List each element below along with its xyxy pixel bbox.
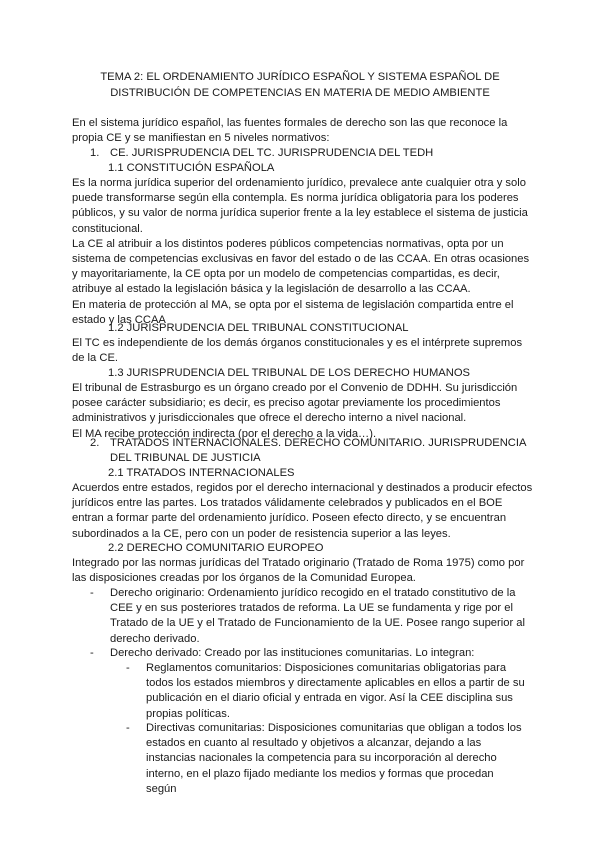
section-2-heading-text: TRATADOS INTERNACIONALES. DERECHO COMUNITARIO. JURISPRUDENCIA DEL TRIBUNAL DE JUSTICIA	[110, 437, 526, 465]
section-1-heading	[90, 146, 530, 161]
subsection-1-3-heading: 1.3 JURISPRUDENCIA DEL TRIBUNAL DE LOS DERECHO HUMANOS	[108, 367, 471, 379]
subsection-1-1-heading: 1.1 CONSTITUCIÓN ESPAÑOLA	[108, 162, 275, 174]
subsection-2-2-body	[72, 556, 534, 586]
paragraph: En materia de protección al MA, se opta por el sistema de legislación compartida entre el estado y las CCAA	[72, 298, 514, 326]
intro-paragraph: En el sistema jurídico español, las fuentes formales de derecho son las que reconoce la propia CE y se manifiestan en 5 niveles normativos:	[72, 117, 508, 145]
subsection-1-2-heading: 1.2 JURISPRUDENCIA DEL TRIBUNAL CONSTITUCIONAL	[108, 322, 409, 334]
paragraph: Integrado por las normas jurídicas del Tratado originario (Tratado de Roma 1975) como por las disposiciones creadas por los órganos de la Comunidad Europea.	[72, 557, 525, 585]
paragraph: La CE al atribuir a los distintos poderes públicos competencias normativas, opta por un sistema de competencias exclusivas en favor del estado o de las CCAA. En otras ocasiones y mayoritariamente, la CE opta por un modelo de competencias compartidas, es decir, atribuye al estado la legislación básica y la legislación de desarrollo a las CCAA.	[72, 237, 530, 296]
paragraph: El tribunal de Estrasburgo es un órgano creado por el Convenio de DDHH. Su jurisdicción posee carácter subsidiario; es decir, es preciso agotar previamente los procedimientos administrativos y jurisdiccionales que ofrece el derecho interno a nivel nacional.	[72, 382, 518, 425]
paragraph: El TC es independiente de los demás órganos constitucionales y es el intérprete supremos de la CE.	[72, 337, 523, 365]
list-item-text: Derecho derivado: Creado por las instituciones comunitarias. Lo integran:	[110, 647, 475, 659]
title-line-2: DISTRIBUCIÓN DE COMPETENCIAS EN MATERIA DE MEDIO AMBIENTE	[110, 86, 490, 99]
list-item-text: Derecho originario: Ordenamiento jurídico recogido en el tratado constitutivo de la CEE y en sus posteriores tratados de reforma. La UE se fundamenta y rige por el Tratado de la UE y el Tratado de Funcionamiento de la UE. Posee rango superior al derecho derivado.	[110, 587, 526, 645]
title-line-1: TEMA 2: EL ORDENAMIENTO JURÍDICO ESPAÑOL Y SISTEMA ESPAÑOL DE	[100, 71, 500, 83]
sub-list-item-text: Reglamentos comunitarios: Disposiciones comunitarias obligatorias para todos los estados miembros y directamente aplicables en ellos a partir de su publicación en el diario oficial y entrada en vigor. Así la CEE disciplina sus propias políticas.	[146, 662, 525, 720]
section-2-number: 2.	[90, 437, 100, 449]
subsection-1-3-body	[72, 381, 534, 442]
sub-list-item	[126, 721, 526, 797]
document-title	[60, 70, 540, 101]
subsection-1-2-body	[72, 336, 534, 366]
section-1-heading-text: CE. JURISPRUDENCIA DEL TC. JURISPRUDENCIA DEL TEDH	[110, 147, 434, 159]
sub-list-item-text: Directivas comunitarias: Disposiciones comunitarias que obligan a todos los estados en cuanto al resultado y objetivos a alcanzar, dejando a las instancias nacionales la competencia para su incorporación al derecho interno, en el plazo fijado mediante los medios y formas que procedan según	[146, 722, 522, 795]
subsection-1-1-body	[72, 176, 534, 328]
dash-marker: -	[126, 722, 130, 734]
list-item	[90, 586, 530, 647]
section-1-number: 1.	[90, 147, 100, 159]
dash-marker: -	[90, 587, 94, 599]
sub-list-item	[126, 661, 526, 722]
subsection-2-2-heading: 2.2 DERECHO COMUNITARIO EUROPEO	[108, 542, 324, 554]
section-2-heading	[90, 436, 530, 466]
dash-marker: -	[126, 662, 130, 674]
subsection-2-1-body	[72, 481, 534, 542]
list-item	[90, 646, 530, 661]
dash-marker: -	[90, 647, 94, 659]
subsection-2-1-heading: 2.1 TRATADOS INTERNACIONALES	[108, 467, 295, 479]
paragraph: Es la norma jurídica superior del ordenamiento jurídico, prevalece ante cualquier otra y solo puede transformarse según ella contempla. Es norma jurídica obligatoria para los poderes públicos, y su valor de norma jurídica superior frente a la ley establece el sistema de justicia constitucional.	[72, 177, 528, 235]
paragraph: El MA recibe protección indirecta (por el derecho a la vida…).	[72, 427, 377, 440]
paragraph: Acuerdos entre estados, regidos por el derecho internacional y destinados a producir efectos jurídicos entre las partes. Los tratados válidamente celebrados y publicados en el BOE entran a formar parte del ordenamiento jurídico. Poseen efecto directo, y se encuentran subordinados a la CE, pero con un poder de resistencia superior a las leyes.	[72, 482, 533, 540]
